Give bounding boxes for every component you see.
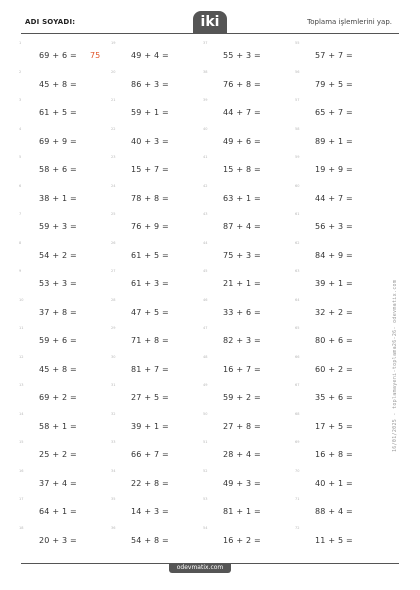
problem-number: 31 bbox=[111, 383, 116, 387]
problem-item bbox=[19, 437, 116, 466]
problem-number: 2 bbox=[19, 69, 22, 74]
problem-expression: 61 + 5 = bbox=[131, 250, 169, 260]
problem-expression: 59 + 2 = bbox=[223, 393, 261, 402]
problem-item bbox=[297, 437, 389, 466]
problem-number: 11 bbox=[19, 326, 24, 330]
problem-item bbox=[19, 409, 116, 438]
problem-expression: 39 + 1 = bbox=[315, 279, 353, 288]
problem-expression: 84 + 9 = bbox=[315, 250, 353, 260]
problem-number: 71 bbox=[295, 497, 300, 501]
problem-item bbox=[297, 352, 389, 381]
problem-expression: 61 + 5 = bbox=[39, 108, 77, 117]
problem-item bbox=[19, 152, 116, 181]
problem-item bbox=[19, 238, 116, 267]
problem-number: 37 bbox=[203, 41, 208, 45]
problem-expression: 32 + 2 = bbox=[315, 307, 353, 317]
problem-number: 23 bbox=[111, 155, 116, 159]
problem-item bbox=[297, 523, 389, 552]
footer-site: odevmatix.com bbox=[169, 563, 231, 573]
problem-number: 49 bbox=[203, 383, 208, 387]
problem-expression: 16 + 8 = bbox=[315, 450, 353, 459]
problem-expression: 71 + 8 = bbox=[131, 336, 169, 345]
problem-expression: 45 + 8 = bbox=[39, 79, 77, 89]
instruction-text: Toplama işlemlerini yap. bbox=[307, 18, 392, 26]
problem-expression: 75 + 3 = bbox=[223, 250, 261, 260]
problem-item bbox=[297, 238, 389, 267]
problem-expression: 55 + 3 = bbox=[223, 51, 261, 60]
problem-item bbox=[203, 152, 300, 181]
problem-number: 1 bbox=[19, 41, 22, 45]
problem-item bbox=[19, 209, 116, 238]
problem-expression: 61 + 3 = bbox=[131, 279, 169, 288]
problem-item bbox=[111, 95, 208, 124]
problem-item bbox=[203, 38, 300, 67]
problem-number: 41 bbox=[203, 155, 208, 159]
problem-item bbox=[297, 181, 389, 210]
problem-number: 3 bbox=[19, 98, 22, 102]
problem-number: 42 bbox=[203, 183, 208, 188]
problem-number: 16 bbox=[19, 468, 24, 473]
grade-logo bbox=[193, 11, 227, 34]
problem-number: 65 bbox=[295, 326, 300, 330]
problem-expression: 80 + 6 = bbox=[315, 336, 353, 345]
problem-expression: 49 + 6 = bbox=[223, 136, 261, 146]
problem-number: 13 bbox=[19, 383, 24, 387]
problem-expression: 21 + 1 = bbox=[223, 279, 261, 288]
problem-number: 33 bbox=[111, 440, 116, 444]
problem-expression: 39 + 1 = bbox=[131, 421, 169, 431]
problem-number: 53 bbox=[203, 497, 208, 501]
problem-number: 5 bbox=[19, 155, 22, 159]
problem-number: 22 bbox=[111, 126, 116, 131]
problem-item bbox=[111, 238, 208, 267]
problem-expression: 76 + 9 = bbox=[131, 222, 169, 231]
problem-item bbox=[19, 380, 116, 409]
problem-number: 17 bbox=[19, 497, 24, 501]
problem-item bbox=[111, 67, 208, 96]
problem-item bbox=[203, 494, 300, 523]
problem-expression: 37 + 4 = bbox=[39, 478, 77, 488]
problem-number: 59 bbox=[295, 155, 300, 159]
problem-number: 9 bbox=[19, 269, 22, 273]
problem-expression: 15 + 8 = bbox=[223, 165, 261, 174]
name-label: ADI SOYADI: bbox=[25, 18, 76, 26]
problem-expression: 88 + 4 = bbox=[315, 507, 353, 516]
problem-expression: 49 + 4 = bbox=[131, 51, 169, 60]
problem-number: 19 bbox=[111, 41, 116, 45]
problem-expression: 59 + 1 = bbox=[131, 108, 169, 117]
problem-item bbox=[19, 466, 116, 495]
problem-expression: 17 + 5 = bbox=[315, 421, 353, 431]
problem-expression: 58 + 1 = bbox=[39, 421, 77, 431]
problem-item bbox=[297, 266, 389, 295]
problem-number: 38 bbox=[203, 69, 208, 74]
problem-expression: 38 + 1 = bbox=[39, 193, 77, 203]
problem-number: 28 bbox=[111, 297, 116, 302]
problem-item bbox=[297, 295, 389, 324]
problem-item bbox=[111, 466, 208, 495]
problem-expression: 87 + 4 = bbox=[223, 222, 261, 231]
problem-expression: 56 + 3 = bbox=[315, 222, 353, 231]
problem-number: 10 bbox=[19, 297, 24, 302]
problem-number: 66 bbox=[295, 354, 300, 359]
problem-number: 69 bbox=[295, 440, 300, 444]
problem-item bbox=[111, 494, 208, 523]
problem-number: 64 bbox=[295, 297, 300, 302]
problem-item bbox=[111, 181, 208, 210]
problem-item bbox=[297, 67, 389, 96]
problem-expression: 40 + 1 = bbox=[315, 478, 353, 488]
problem-number: 67 bbox=[295, 383, 300, 387]
problem-item bbox=[203, 352, 300, 381]
problem-item bbox=[297, 124, 389, 153]
problem-item bbox=[203, 466, 300, 495]
problem-item bbox=[297, 323, 389, 352]
problem-number: 63 bbox=[295, 269, 300, 273]
problem-number: 52 bbox=[203, 468, 208, 473]
problem-number: 24 bbox=[111, 183, 116, 188]
problem-number: 15 bbox=[19, 440, 24, 444]
problem-expression: 76 + 8 = bbox=[223, 79, 261, 89]
problem-expression: 79 + 5 = bbox=[315, 79, 353, 89]
problem-item bbox=[19, 323, 116, 352]
problem-item bbox=[203, 95, 300, 124]
problem-item bbox=[19, 181, 116, 210]
problem-item bbox=[203, 437, 300, 466]
problem-number: 54 bbox=[203, 525, 208, 530]
problem-item bbox=[111, 409, 208, 438]
problem-item bbox=[203, 409, 300, 438]
problem-number: 39 bbox=[203, 98, 208, 102]
problem-item bbox=[203, 295, 300, 324]
problem-expression: 81 + 7 = bbox=[131, 364, 169, 374]
problem-item bbox=[297, 209, 389, 238]
problem-number: 50 bbox=[203, 411, 208, 416]
problem-item bbox=[297, 409, 389, 438]
problem-expression: 53 + 3 = bbox=[39, 279, 77, 288]
problem-item bbox=[111, 523, 208, 552]
problem-number: 8 bbox=[19, 240, 22, 245]
problem-expression: 54 + 8 = bbox=[131, 535, 169, 545]
problem-item bbox=[111, 323, 208, 352]
problem-item bbox=[19, 295, 116, 324]
problem-expression: 59 + 6 = bbox=[39, 336, 77, 345]
problem-number: 55 bbox=[295, 41, 300, 45]
problem-expression: 89 + 1 = bbox=[315, 136, 353, 146]
problem-item bbox=[297, 494, 389, 523]
problem-expression: 15 + 7 = bbox=[131, 165, 169, 174]
problem-item bbox=[111, 295, 208, 324]
problem-expression: 78 + 8 = bbox=[131, 193, 169, 203]
problem-item bbox=[111, 209, 208, 238]
problem-item bbox=[297, 152, 389, 181]
problem-expression: 22 + 8 = bbox=[131, 478, 169, 488]
problem-number: 35 bbox=[111, 497, 116, 501]
problem-expression: 14 + 3 = bbox=[131, 507, 169, 516]
problem-number: 30 bbox=[111, 354, 116, 359]
problem-item bbox=[111, 352, 208, 381]
problem-expression: 25 + 2 = bbox=[39, 450, 77, 459]
problem-expression: 37 + 8 = bbox=[39, 307, 77, 317]
problem-item bbox=[19, 124, 116, 153]
problem-expression: 11 + 5 = bbox=[315, 535, 353, 545]
problem-item bbox=[19, 266, 116, 295]
problem-item bbox=[297, 466, 389, 495]
problem-number: 61 bbox=[295, 212, 300, 216]
problem-number: 7 bbox=[19, 212, 22, 216]
problem-item bbox=[19, 494, 116, 523]
problem-expression: 64 + 1 = bbox=[39, 507, 77, 516]
problem-expression: 27 + 5 = bbox=[131, 393, 169, 402]
grade-logo-text: iki bbox=[200, 14, 220, 30]
problem-item bbox=[19, 523, 116, 552]
problem-number: 27 bbox=[111, 269, 116, 273]
problem-expression: 86 + 3 = bbox=[131, 79, 169, 89]
problem-number: 25 bbox=[111, 212, 116, 216]
problem-number: 60 bbox=[295, 183, 300, 188]
problem-expression: 59 + 3 = bbox=[39, 222, 77, 231]
problem-number: 70 bbox=[295, 468, 300, 473]
problem-item bbox=[111, 380, 208, 409]
problem-expression: 82 + 3 = bbox=[223, 336, 261, 345]
problem-number: 46 bbox=[203, 297, 208, 302]
problem-expression: 47 + 5 = bbox=[131, 307, 169, 317]
problem-item bbox=[111, 124, 208, 153]
problem-expression: 19 + 9 = bbox=[315, 165, 353, 174]
problem-number: 48 bbox=[203, 354, 208, 359]
problem-number: 47 bbox=[203, 326, 208, 330]
problem-number: 4 bbox=[19, 126, 22, 131]
problem-expression: 63 + 1 = bbox=[223, 193, 261, 203]
problem-expression: 69 + 6 = bbox=[39, 51, 77, 60]
problem-number: 62 bbox=[295, 240, 300, 245]
problem-number: 51 bbox=[203, 440, 208, 444]
problem-answer: 75 bbox=[90, 51, 101, 60]
problem-item bbox=[19, 38, 116, 67]
problem-number: 36 bbox=[111, 525, 116, 530]
problem-expression: 16 + 2 = bbox=[223, 535, 261, 545]
header-divider bbox=[21, 33, 399, 34]
problem-expression: 44 + 7 = bbox=[315, 193, 353, 203]
problem-number: 32 bbox=[111, 411, 116, 416]
problem-expression: 81 + 1 = bbox=[223, 507, 261, 516]
problem-expression: 66 + 7 = bbox=[131, 450, 169, 459]
problem-number: 12 bbox=[19, 354, 24, 359]
problem-item bbox=[19, 352, 116, 381]
problem-number: 29 bbox=[111, 326, 116, 330]
problem-number: 34 bbox=[111, 468, 116, 473]
problem-item bbox=[203, 124, 300, 153]
problem-item bbox=[203, 209, 300, 238]
problem-item bbox=[297, 380, 389, 409]
problem-item bbox=[203, 266, 300, 295]
problem-item bbox=[203, 323, 300, 352]
problem-number: 56 bbox=[295, 69, 300, 74]
problem-number: 26 bbox=[111, 240, 116, 245]
problem-item bbox=[111, 38, 208, 67]
problem-expression: 54 + 2 = bbox=[39, 250, 77, 260]
problem-expression: 44 + 7 = bbox=[223, 108, 261, 117]
problem-number: 68 bbox=[295, 411, 300, 416]
problem-item bbox=[111, 152, 208, 181]
problem-expression: 60 + 2 = bbox=[315, 364, 353, 374]
problem-expression: 45 + 8 = bbox=[39, 364, 77, 374]
problem-number: 58 bbox=[295, 126, 300, 131]
problem-number: 21 bbox=[111, 98, 116, 102]
problem-expression: 16 + 7 = bbox=[223, 364, 261, 374]
problem-item bbox=[19, 95, 116, 124]
problem-number: 40 bbox=[203, 126, 208, 131]
problem-expression: 20 + 3 = bbox=[39, 535, 77, 545]
problem-item bbox=[203, 380, 300, 409]
problem-expression: 40 + 3 = bbox=[131, 136, 169, 146]
problem-item bbox=[203, 67, 300, 96]
problem-number: 6 bbox=[19, 183, 22, 188]
problem-number: 18 bbox=[19, 525, 24, 530]
problem-number: 72 bbox=[295, 525, 300, 530]
problem-item bbox=[297, 95, 389, 124]
side-watermark-text: 16/01/2025 - toplamayeni-toplama26-26- odevmatix.com bbox=[392, 279, 398, 452]
problem-number: 45 bbox=[203, 269, 208, 273]
problem-item bbox=[111, 437, 208, 466]
problem-item bbox=[203, 181, 300, 210]
problem-expression: 69 + 9 = bbox=[39, 136, 77, 146]
problem-expression: 27 + 8 = bbox=[223, 421, 261, 431]
problem-number: 44 bbox=[203, 240, 208, 245]
problem-number: 14 bbox=[19, 411, 24, 416]
problem-item bbox=[111, 266, 208, 295]
problem-number: 43 bbox=[203, 212, 208, 216]
problem-expression: 49 + 3 = bbox=[223, 478, 261, 488]
problem-expression: 69 + 2 = bbox=[39, 393, 77, 402]
problem-item bbox=[203, 523, 300, 552]
problem-expression: 35 + 6 = bbox=[315, 393, 353, 402]
problem-item bbox=[203, 238, 300, 267]
problem-number: 57 bbox=[295, 98, 300, 102]
problem-expression: 65 + 7 = bbox=[315, 108, 353, 117]
problem-expression: 28 + 4 = bbox=[223, 450, 261, 459]
problem-item bbox=[297, 38, 389, 67]
problem-number: 20 bbox=[111, 69, 116, 74]
problem-expression: 58 + 6 = bbox=[39, 165, 77, 174]
problem-item bbox=[19, 67, 116, 96]
problem-expression: 33 + 6 = bbox=[223, 307, 261, 317]
problem-expression: 57 + 7 = bbox=[315, 51, 353, 60]
